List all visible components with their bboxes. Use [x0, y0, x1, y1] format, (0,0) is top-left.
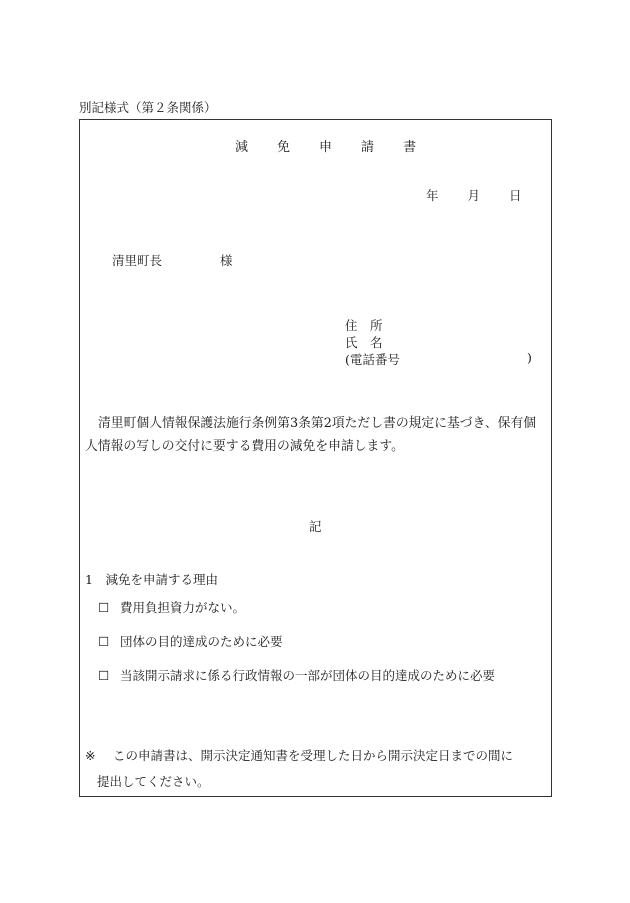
checkbox-icon[interactable]: ☐ [98, 634, 110, 649]
date-year: 年 [426, 188, 439, 203]
reason-option-label: 当該開示請求に係る行政情報の一部が団体の目的達成のために必要 [120, 668, 496, 683]
reason-section-heading: 1 減免を申請する理由 [85, 572, 218, 587]
application-body-text: 清里町個人情報保護法施行条例第3条第2項ただし書の規定に基づき、保有個人情報の写しの交付に要する費用の減免を申請します。 [85, 416, 537, 454]
reason-option-3[interactable] [98, 666, 495, 684]
title-char: 請 [361, 140, 375, 155]
addressee-suffix: 様 [220, 253, 233, 268]
reason-option-label: 費用負担資力がない。 [120, 600, 246, 615]
phone-field[interactable]: (電話番号 [345, 352, 400, 367]
ki-heading: 記 [309, 519, 322, 534]
date-field[interactable] [426, 186, 522, 204]
phone-close-paren: ) [527, 350, 532, 365]
title-char: 申 [319, 140, 333, 155]
title-char: 書 [403, 140, 417, 155]
addressee: 清里町長 [112, 253, 163, 268]
submission-note [85, 743, 551, 795]
form-title [235, 136, 416, 155]
form-border [79, 119, 552, 797]
reason-option-1[interactable] [98, 598, 245, 616]
title-char: 減 [235, 140, 249, 155]
note-line-2: 提出してください。 [97, 774, 210, 789]
note-mark: ※ [85, 748, 96, 763]
checkbox-icon[interactable]: ☐ [98, 600, 110, 615]
reason-option-2[interactable] [98, 632, 283, 650]
form-header-label: 別記様式（第２条関係） [79, 100, 217, 115]
name-field[interactable]: 氏 名 [345, 335, 383, 350]
date-month: 月 [467, 188, 481, 203]
date-day: 日 [509, 188, 522, 203]
note-line-1: この申請書は、開示決定通知書を受理した日から開示決定日までの間に [113, 748, 514, 763]
address-field[interactable]: 住 所 [345, 318, 383, 333]
reason-option-label: 団体の目的達成のために必要 [120, 634, 283, 649]
title-char: 免 [277, 140, 291, 155]
checkbox-icon[interactable]: ☐ [98, 668, 110, 683]
